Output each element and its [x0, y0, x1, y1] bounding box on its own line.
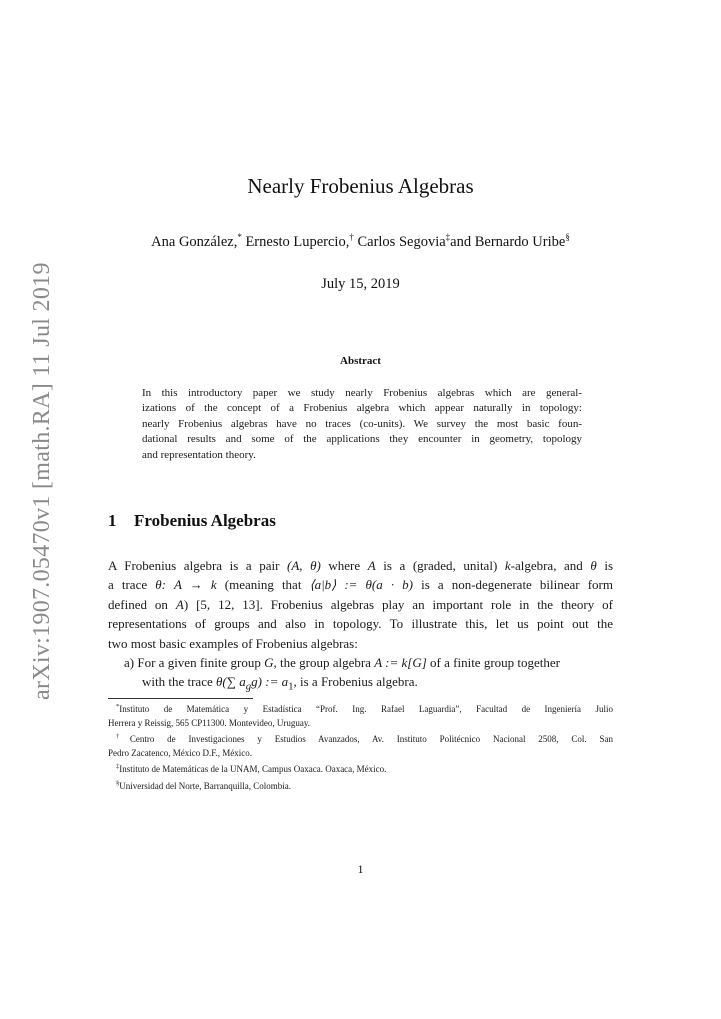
math-run: g) := a	[251, 674, 289, 690]
footnote-marker: ‡	[445, 232, 451, 242]
abstract-line: nearly Frobenius algebras have no traces (co-units). We survey the most basic foun-	[142, 417, 582, 430]
footnote-line	[108, 700, 613, 717]
footnote-line	[108, 760, 613, 777]
paper-date: July 15, 2019	[321, 276, 400, 292]
author-name: Ernesto Lupercio,	[241, 233, 350, 250]
footnote-marker: *	[116, 703, 120, 710]
footnote-line	[108, 777, 613, 794]
math-run: A	[367, 558, 376, 573]
arxiv-sidebar-stamp: arXiv:1907.05470v1 [math.RA] 11 Jul 2019	[29, 262, 55, 700]
section-heading	[108, 511, 276, 531]
text-run: , is a Frobenius algebra.	[293, 674, 418, 690]
footnote-rule	[108, 698, 253, 699]
abstract-body	[142, 386, 582, 463]
footnote-marker: §	[116, 779, 120, 787]
page-number: 1	[357, 862, 364, 876]
list-item-line	[124, 653, 613, 672]
text-run: -algebra, and	[510, 558, 591, 573]
text-run: is a non-degenerate bilinear form	[413, 577, 613, 593]
text-run: a trace	[108, 577, 156, 593]
paragraph-line	[108, 595, 613, 614]
text-run: Universidad del Norte, Barranquilla, Colombia.	[119, 780, 291, 791]
list-item-line	[124, 672, 613, 697]
math-run: A := k[G]	[374, 655, 427, 670]
author-list	[0, 232, 721, 251]
body-paragraph	[108, 556, 613, 653]
text-run: , the group algebra	[273, 655, 375, 670]
text-run: defined on	[108, 596, 176, 612]
math-run: k	[504, 558, 511, 573]
footnotes	[108, 700, 613, 794]
footnote-marker: *	[237, 232, 242, 242]
text-run: (meaning that	[216, 577, 310, 593]
text-run: is	[596, 558, 614, 573]
abstract-heading: Abstract	[340, 355, 381, 367]
math-run: ⟨a|b⟩ := θ(a · b)	[309, 577, 413, 593]
section-number: 1	[108, 511, 117, 530]
list-item-label: a)	[124, 655, 135, 670]
text-run: ) [5, 12, 13]. Frobenius algebras play an important role in the theory of	[183, 596, 613, 612]
section-title: Frobenius Algebras	[134, 511, 276, 530]
footnote-line: Pedro Zacatenco, México D.F., México.	[108, 747, 252, 758]
math-run: θ(∑ a	[216, 674, 246, 690]
text-run: Centro de Investigaciones y Estudios Avanzados, Av. Instituto Politécnico Nacional 2508, Col. San	[129, 734, 613, 745]
text-run: For a given finite group	[134, 655, 265, 670]
paragraph-line: two most basic examples of Frobenius algebras:	[108, 635, 358, 651]
math-run: (A, θ)	[287, 558, 321, 573]
footnote-marker: †	[349, 232, 354, 242]
footnote-marker: §	[565, 232, 570, 242]
math-subscript: 1	[288, 681, 294, 693]
author-name: Carlos Segovia	[353, 233, 446, 250]
text-run: with the trace	[142, 674, 216, 690]
footnote-line	[108, 730, 613, 747]
paper-title: Nearly Frobenius Algebras	[247, 174, 474, 198]
author-name: and Bernardo Uribe	[450, 233, 566, 250]
abstract-line: dational results and some of the applications they encounter in geometry, topology	[142, 433, 582, 446]
author-name: Ana González,	[151, 233, 238, 250]
text-run: Instituto de Matemática y Estadística “Prof. Ing. Rafael Laguardia”, Facultad de Ingeniería Julio	[119, 704, 613, 714]
paragraph-line: representations of groups and also in topology. To illustrate this, let us point out the	[108, 616, 613, 632]
abstract-line: izations of the concept of a Frobenius algebra which appear naturally in topology:	[142, 402, 582, 415]
text-run: of a finite group together	[426, 655, 561, 670]
abstract-line: and representation theory.	[142, 448, 256, 461]
text-run: is a (graded, unital)	[375, 558, 505, 573]
list-item	[124, 653, 613, 697]
text-run: where	[320, 558, 368, 573]
math-run: A	[175, 596, 184, 612]
math-run: θ	[590, 558, 597, 573]
paragraph-line	[108, 575, 613, 594]
math-run: θ: A → k	[155, 577, 217, 593]
footnote-marker: ‡	[116, 763, 120, 771]
text-run: A Frobenius algebra is a pair	[108, 558, 287, 573]
footnote-marker: †	[116, 733, 130, 741]
text-run: Instituto de Matemáticas de la UNAM, Campus Oaxaca. Oaxaca, México.	[119, 764, 387, 775]
abstract-line: In this introductory paper we study nearly Frobenius algebras which are general-	[142, 387, 582, 399]
math-subscript: g	[245, 681, 252, 693]
paragraph-line	[108, 556, 613, 575]
footnote-line: Herrera y Reissig, 565 CP11300. Montevideo, Uruguay.	[108, 717, 311, 728]
math-run: G	[264, 655, 274, 670]
